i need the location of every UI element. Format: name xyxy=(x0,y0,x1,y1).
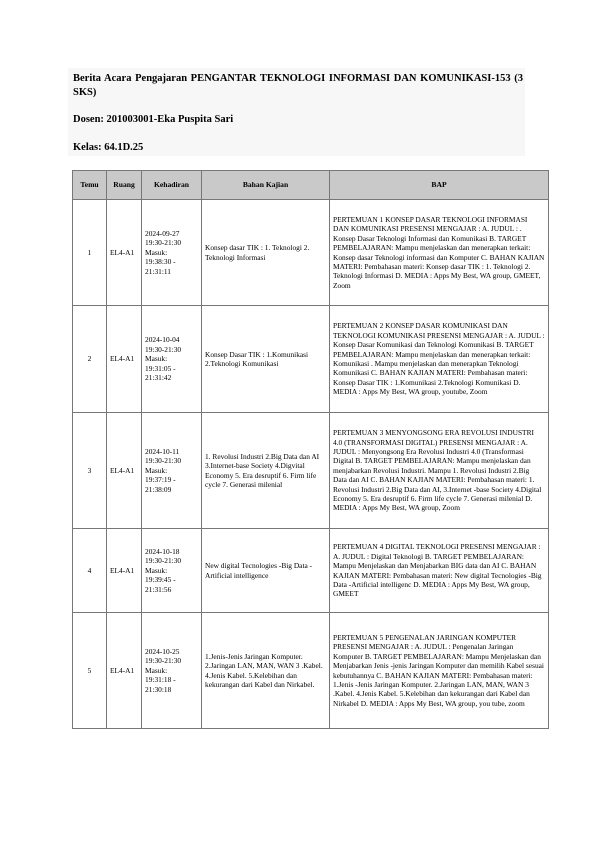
session-date: 2024-09-27 xyxy=(145,228,180,238)
bap-cell: PERTEMUAN 3 MENYONGSONG ERA REVOLUSI INDUSTRI 4.0 (TRANSFORMASI DIGITAL) PRESENSI MENGAJAR : A. JUDUL : Menyongsong Era Revolusi Industri 4.0 (Transformasi Digital B. TARGET PEMBELAJARAN: Mampu menjelaskan dan menjabarkan Revolusi Industri. Mampu 1. Revolusi Industri 2.Big Data dan AI C. BAHAN KAJIAN MATERI: Pembahasan materi: 1. Revolusi Industri 2.Big Data dan AI, 3.Internet -base Society 4.Digital Economy 5. Era desruptif 6. Firm life cycle 7. Generasi milenial D. MEDIA : Apps My Best, WA group, Zoom xyxy=(330,413,549,529)
ruang-cell: EL4-A1 xyxy=(107,200,142,306)
keluar-time: 21:31:42 xyxy=(145,373,172,383)
column-header-temu: Temu xyxy=(73,171,107,200)
table-row xyxy=(73,306,549,413)
kehadiran-cell xyxy=(142,413,202,529)
masuk-time: 19:31:18 - xyxy=(145,675,176,685)
bahan-kajian-cell: Konsep Dasar TIK : 1.Komunikasi 2.Teknologi Komunikasi xyxy=(202,306,330,413)
masuk-label: Masuk: xyxy=(145,665,168,675)
kehadiran-cell xyxy=(142,200,202,306)
temu-cell: 4 xyxy=(73,529,107,613)
session-date: 2024-10-04 xyxy=(145,335,180,345)
table-row xyxy=(73,200,549,306)
column-header-bap: BAP xyxy=(330,171,549,200)
session-time: 19:30-21:30 xyxy=(145,344,182,354)
ruang-cell: EL4-A1 xyxy=(107,413,142,529)
session-date: 2024-10-18 xyxy=(145,546,180,556)
ruang-cell: EL4-A1 xyxy=(107,613,142,729)
kehadiran-cell xyxy=(142,529,202,613)
masuk-label: Masuk: xyxy=(145,465,168,475)
column-header-bahan-kajian: Bahan Kajian xyxy=(202,171,330,200)
keluar-time: 21:30:18 xyxy=(145,684,172,694)
class-line: Kelas: 64.1D.25 xyxy=(73,142,144,153)
masuk-time: 19:39:45 - xyxy=(145,575,176,585)
keluar-time: 21:31:56 xyxy=(145,584,172,594)
kehadiran-cell xyxy=(142,306,202,413)
session-date: 2024-10-25 xyxy=(145,646,180,656)
temu-cell: 1 xyxy=(73,200,107,306)
column-header-kehadiran: Kehadiran xyxy=(142,171,202,200)
table-row xyxy=(73,529,549,613)
temu-cell: 5 xyxy=(73,613,107,729)
masuk-label: Masuk: xyxy=(145,565,168,575)
bahan-kajian-cell: Konsep dasar TIK : 1. Teknologi 2. Teknologi Informasi xyxy=(202,200,330,306)
table-row xyxy=(73,613,549,729)
bap-cell: PERTEMUAN 5 PENGENALAN JARINGAN KOMPUTER PRESENSI MENGAJAR : A. JUDUL : Pengenalan Jaringan Komputer B. TARGET PEMBELAJARAN: Mampu Menjelaskan dan Menjabarkan Jenis -jenis Jaringan Komputer dan memilih Kabel sesuai kebutuhannya C. BAHAN KAJIAN MATERI: Pembahasan materi: 1.Jenis -Jenis Jaringan Komputer. 2.Jaringan LAN, MAN, WAN 3 .Kabel. 4.Jenis Kabel. 5.Kelebihan dan kekurangan dari Kabel dan Nirkabel D. MEDIA : Apps My Best, WA group, you tube, zoom xyxy=(330,613,549,729)
bap-cell: PERTEMUAN 4 DIGITAL TEKNOLOGI PRESENSI MENGAJAR : A. JUDUL : Digital Teknologi B. TARGET PEMBELAJARAN: Mampu Menjelaskan dan Menjabarkan BIG data dan AI C. BAHAN KAJIAN MATERI: Pembahasan materi: New digital Tecnologies -Big Data -Artificial intelligenc D. MEDIA : Apps My Best, WA group, GMEET xyxy=(330,529,549,613)
temu-cell: 3 xyxy=(73,413,107,529)
bap-table xyxy=(72,170,549,729)
masuk-label: Masuk: xyxy=(145,247,168,257)
temu-cell: 2 xyxy=(73,306,107,413)
table-header-row xyxy=(73,171,549,200)
bap-cell: PERTEMUAN 1 KONSEP DASAR TEKNOLOGI INFORMASI DAN KOMUNIKASI PRESENSI MENGAJAR : A. JUDUL : . Konsep Dasar Teknologi Informasi dan Komunikasi B. TARGET PEMBELAJARAN: Mampu menjelaskan dan menerapkan terkait: Konsep dasar Teknologi informasi dan Komputer C. BAHAN KAJIAN MATERI: Pembahasan materi: Konsep dasar TIK : 1. Teknologi 2. Teknologi Informasi D. MEDIA : Apps My Best, WA group, GMEET, Zoom xyxy=(330,200,549,306)
keluar-time: 21:31:11 xyxy=(145,266,172,276)
session-time: 19:30-21:30 xyxy=(145,238,182,248)
session-time: 19:30-21:30 xyxy=(145,456,182,466)
lecturer-line: Dosen: 201003001-Eka Puspita Sari xyxy=(73,114,234,125)
masuk-label: Masuk: xyxy=(145,354,168,364)
session-time: 19:30-21:30 xyxy=(145,556,182,566)
ruang-cell: EL4-A1 xyxy=(107,306,142,413)
column-header-ruang: Ruang xyxy=(107,171,142,200)
bahan-kajian-cell: New digital Tecnologies -Big Data -Artificial intelligence xyxy=(202,529,330,613)
bahan-kajian-cell: 1.Jenis-Jenis Jaringan Komputer. 2.Jaringan LAN, MAN, WAN 3 .Kabel. 4.Jenis Kabel. 5.Kelebihan dan kekurangan dari Kabel dan Nirkabel. xyxy=(202,613,330,729)
bap-cell: PERTEMUAN 2 KONSEP DASAR KOMUNIKASI DAN TEKNOLOGI KOMUNIKASI PRESENSI MENGAJAR : A. JUDUL : Konsep Dasar Komunikasi dan Teknologi Komunikasi B. TARGET PEMBELAJARAN: Mampu menjelaskan dan menerapkan terkait: Komunikasi . Mampu menjelaskan dan menerapkan Teknologi Komunikasi C. BAHAN KAJIAN MATERI: Pembahasan materi: Konsep Dasar TIK : 1.Komunikasi 2.Teknologi Komunikasi D. MEDIA : Apps My Best, WA group, youtube, Zoom xyxy=(330,306,549,413)
bahan-kajian-cell: 1. Revolusi Industri 2.Big Data dan AI 3.Internet-base Society 4.Digvital Economy 5. Era desruptif 6. Firm life cycle 7. Generasi milenial xyxy=(202,413,330,529)
session-date: 2024-10-11 xyxy=(145,446,180,456)
masuk-time: 19:31:05 - xyxy=(145,363,176,373)
session-time: 19:30-21:30 xyxy=(145,656,182,666)
masuk-time: 19:38:30 - xyxy=(145,257,176,267)
document-title: Berita Acara Pengajaran PENGANTAR TEKNOLOGI INFORMASI DAN KOMUNIKASI-153 (3 SKS) xyxy=(73,73,523,98)
kehadiran-cell xyxy=(142,613,202,729)
table-row xyxy=(73,413,549,529)
ruang-cell: EL4-A1 xyxy=(107,529,142,613)
keluar-time: 21:38:09 xyxy=(145,484,172,494)
masuk-time: 19:37:19 - xyxy=(145,475,176,485)
